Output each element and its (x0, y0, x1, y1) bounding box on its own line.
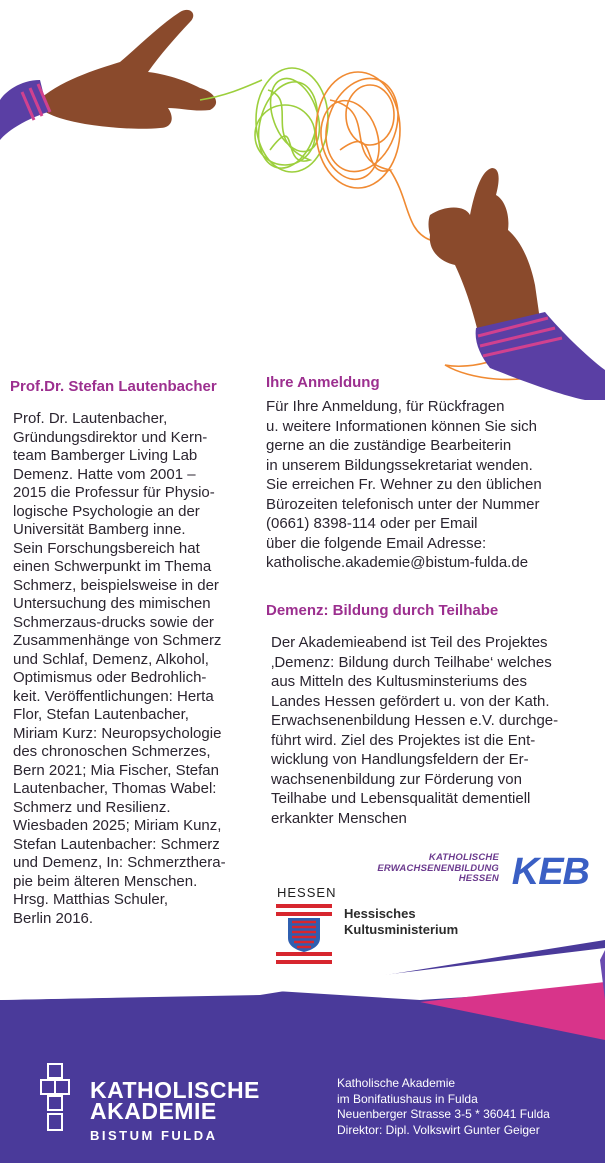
akademie-subtitle: BISTUM FULDA (90, 1128, 218, 1143)
keb-logo-mark: KEB (511, 851, 589, 893)
hessen-logo (276, 885, 506, 965)
ministry-name: Hessisches Kultusministerium (344, 906, 459, 937)
registration-text: Für Ihre Anmeldung, für Rückfragen u. weitere Informationen können Sie sich gerne an die zuständige Bearbeiterin in unserem Bildungssekretariat wenden. Sie erreichen Fr. Wehner zu den üblichen Bürozeiten telefonisch unter der Nummer (0661) 8398-114 oder per Email über die folgende Email Adresse: katholische.akademie@bistum-fulda.de (266, 398, 542, 571)
hands-yarn-illustration (0, 0, 605, 400)
speaker-heading: Prof.Dr. Stefan Lautenbacher (10, 378, 217, 395)
project-text: Der Akademieabend ist Teil des Projektes ‚Demenz: Bildung durch Teilhabe‘ welches aus Mitteln des Kultusminsteriums des Landes Hessen gefördert u. von der Kath. Erwachsenenbildung Hessen e.V. durchge- führt wird. Ziel des Projektes ist die Ent- wicklung von Handlungsfeldern der Er- wachsenenbildung zur Förderung von Teilhabe und Lebensqualität dementiell erkankter Menschen (271, 634, 559, 827)
hessen-coat-of-arms-icon (276, 904, 332, 964)
akademie-cross-icon (40, 1062, 70, 1132)
registration-section (266, 374, 596, 573)
keb-wordmark: KATHOLISCHE ERWACHSENENBILDUNG HESSEN (377, 852, 499, 884)
project-heading: Demenz: Bildung durch Teilhabe (266, 602, 499, 619)
speaker-bio: Prof. Dr. Lautenbacher, Gründungsdirektor und Kern- team Bamberger Living Lab Demenz. Hatte vom 2001 – 2015 die Professur für Physio- logische Psychologie an der Universität Bamberg inne. Sein Forschungsbereich hat einen Schwerpunkt im Thema Schmerz, beispielsweise in der Untersuchung des mimischen Schmerzaus-drucks sowie der Zusammenhänge von Schmerz und Schlaf, Demenz, Alkohol, Optimismus oder Bedrohlich- keit. Veröffentlichungen: Herta Flor, Stefan Lautenbacher, Miriam Kurz: Neuropsychologie des chronoschen Schmerzes, Bern 2021; Mia Fischer, Stefan Lautenbacher, Thomas Wabel: Schmerz und Resilienz. Wiesbaden 2025; Miriam Kunz, Stefan Lautenbacher: Schmerz und Demenz, In: Schmerzthera- pie beim älteren Menschen. Hrsg. Matthias Schuler, Berlin 2016. (13, 410, 226, 927)
speaker-section (10, 378, 260, 928)
project-section (266, 602, 596, 828)
akademie-name: KATHOLISCHE AKADEMIE (90, 1077, 260, 1124)
hessen-label: HESSEN (277, 885, 337, 900)
registration-heading: Ihre Anmeldung (266, 374, 380, 391)
akademie-address: Katholische Akademie im Bonifatiushaus in Fulda Neuenberger Strasse 3-5 * 36041 Fulda Direktor: Dipl. Volkswirt Gunter Geiger (337, 1076, 550, 1137)
left-hand (0, 10, 216, 140)
right-hand (429, 168, 605, 400)
green-yarn (200, 68, 329, 175)
